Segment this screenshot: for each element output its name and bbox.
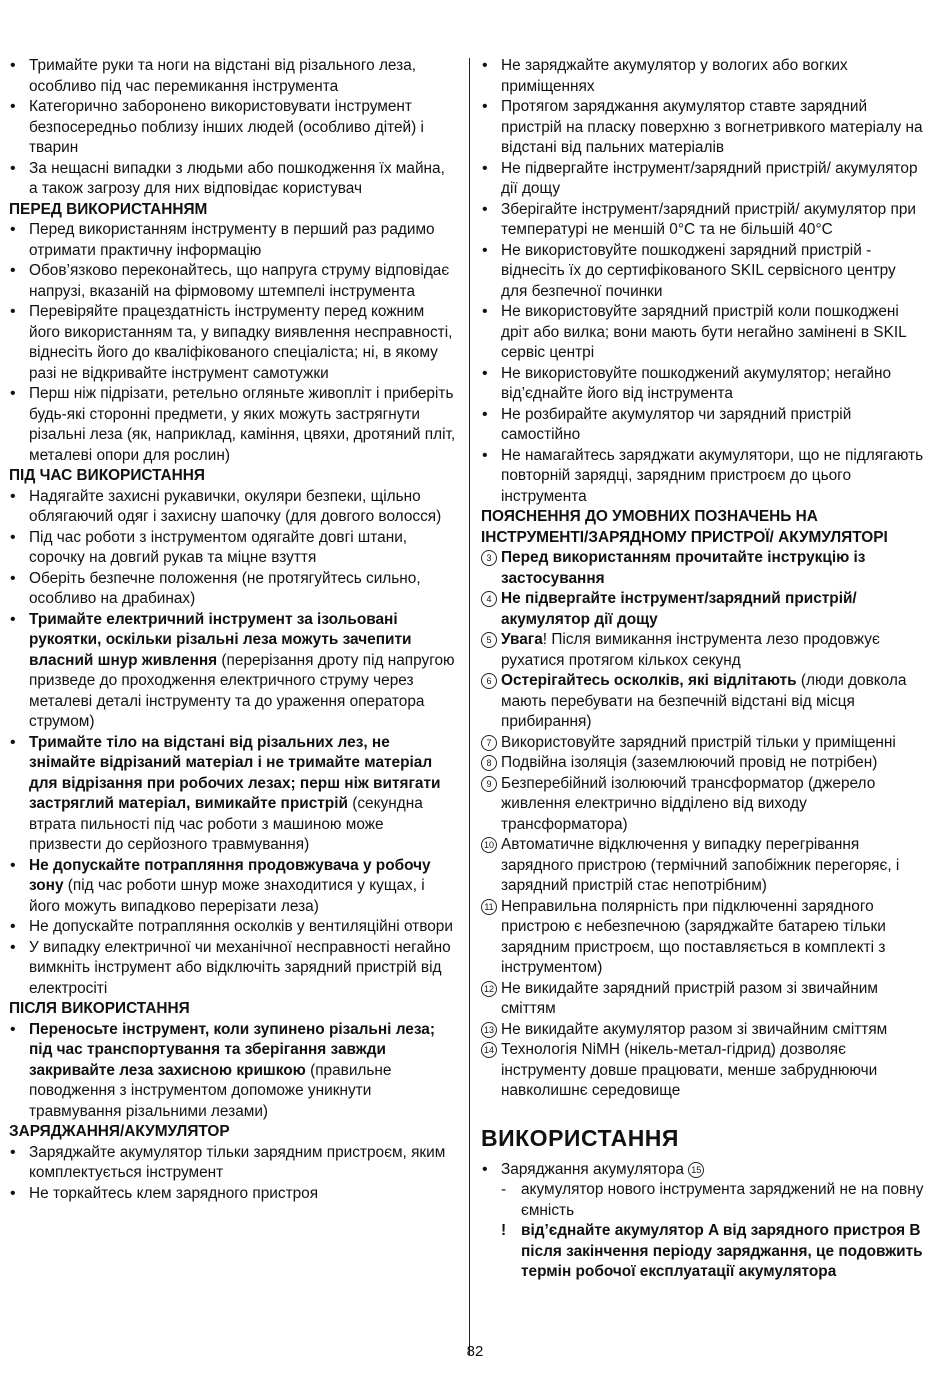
list-item: • Не підвергайте інструмент/зарядний пристрій/ акумулятор дії дощу	[481, 159, 926, 200]
section-heading-during-use: ПІД ЧАС ВИКОРИСТАННЯ	[9, 467, 205, 484]
body-text: Не викидайте зарядний пристрій разом зі звичайним сміттям	[501, 979, 878, 1017]
list-item: • Заряджайте акумулятор тільки зарядним пристроєм, яким комплектується інструмент	[9, 1143, 457, 1184]
list-item: • Не намагайтесь заряджати акумулятори, що не підлягають повторній зарядці, зарядним пристроєм до цього інструмента	[481, 446, 926, 508]
symbol-item	[481, 835, 926, 897]
section-heading-usage: ВИКОРИСТАННЯ	[481, 1124, 679, 1151]
circled-number: 6	[481, 673, 497, 689]
list-item: • Перевіряйте працездатність інструменту перед кожним його використанням та, у випадку виявлення несправності, віднесіть його до кваліфікованого спеціаліста; ні, в якому разі не відкривайте інструмент самотужки	[9, 302, 457, 384]
symbol-item	[481, 733, 926, 754]
left-column	[9, 56, 457, 1204]
symbol-item	[481, 979, 926, 1020]
list-item: • За нещасні випадки з людьми або пошкодження їх майна, а також загрозу для них відповідає користувач	[9, 159, 457, 200]
body-text: Технологія NiMH (нікель-метал-гідрид) дозволяє інструменту довше працювати, менше забруднюючи навколишнє середовище	[501, 1041, 878, 1099]
symbol-item	[481, 630, 926, 671]
body-text: ! Після вимикання інструмента лезо продовжує рухатися протягом кількох секунд	[501, 631, 880, 669]
list-item: • Категорично заборонено використовувати інструмент безпосередньо поблизу інших людей (особливо дітей) і тварин	[9, 97, 457, 159]
list-item: • Оберіть безпечне положення (не протягуйтесь сильно, особливо на драбинах)	[9, 569, 457, 610]
bold-text: Не підвергайте інструмент/зарядний пристрій/ акумулятор дії дощу	[501, 590, 857, 628]
circled-number: 15	[688, 1162, 704, 1178]
list-item: • Не використовуйте пошкоджений акумулятор; негайно від’єднайте його від інструмента	[481, 364, 926, 405]
list-item: • Не торкайтесь клем зарядного пристроя	[9, 1184, 457, 1205]
list-item: • Під час роботи з інструментом одягайте довгі штани, сорочку на довгий рукав та міцне взуття	[9, 528, 457, 569]
body-text: Подвійна ізоляція (заземлюючий провід не потрібен)	[501, 754, 878, 771]
symbol-item	[481, 1020, 926, 1041]
section-heading-symbols: ПОЯСНЕННЯ ДО УМОВНИХ ПОЗНАЧЕНЬ НА ІНСТРУМЕНТІ/ЗАРЯДНОМУ ПРИСТРОЇ/ АКУМУЛЯТОРІ	[481, 508, 888, 546]
circled-number: 8	[481, 755, 497, 771]
list-item: • Перед використанням інструменту в перший раз радимо отримати практичну інформацію	[9, 220, 457, 261]
list-item: • Надягайте захисні рукавички, окуляри безпеки, щільно облягаючий одяг і захисну шапочку (для довгого волосся)	[9, 487, 457, 528]
body-text: Безперебійний ізолюючий трансформатор (джерело живлення електрично відділено від виходу трансформатора)	[501, 774, 876, 833]
list-item: • У випадку електричної чи механічної несправності негайно вимкніть інструмент або відключіть зарядний пристрій від електросіті	[9, 938, 457, 1000]
circled-number: 13	[481, 1022, 497, 1038]
circled-number: 10	[481, 837, 497, 853]
list-item	[9, 856, 457, 918]
list-item: • Зберігайте інструмент/зарядний пристрій/ акумулятор при температурі не меншій 0°C та не більшій 40°C	[481, 200, 926, 241]
symbol-item	[481, 548, 926, 589]
circled-number: 11	[481, 899, 497, 915]
body-text: (правильне поводження з інструментом допоможе уникнути травмування різальними лезами)	[29, 1061, 392, 1120]
bold-text: Остерігайтесь осколків, які відлітають	[501, 672, 797, 689]
list-item: • Обов’язково переконайтесь, що напруга струму відповідає напрузі, вказаній на фірмовому штемпелі інструмента	[9, 261, 457, 302]
warning-item: ! від’єднайте акумулятор A від зарядного пристроя B після закінчення періоду заряджання, це подовжить термін робочої експлуатації акумулятора	[481, 1221, 926, 1283]
bold-text: Тримайте тіло на відстані від різальних лез, не знімайте відрізаний матеріал і не тримайте матеріал для відрізання при робочих лезах; перш ніж витягати застряглий матеріал, вимикайте пристрій	[29, 733, 441, 812]
list-item: • Не використовуйте зарядний пристрій коли пошкоджені дріт або вилка; вони мають бути негайно замінені в SKIL сервіс центрі	[481, 302, 926, 364]
dash-item: - акумулятор нового інструмента заряджений не на повну ємність	[481, 1180, 926, 1221]
circled-number: 3	[481, 550, 497, 566]
circled-number: 12	[481, 981, 497, 997]
list-item	[9, 610, 457, 733]
body-text: (люди довкола мають перебувати на безпечній відстані від місця прибирання)	[501, 672, 907, 730]
list-item: • Тримайте руки та ноги на відстані від різального леза, особливо під час перемикання інструмента	[9, 56, 457, 97]
body-text: Автоматичне відключення у випадку перегрівання зарядного пристрою (термічний запобіжник перегоряє, і зарядний пристрій стає непотрібним)	[501, 836, 900, 894]
right-column	[481, 56, 926, 1283]
body-text: Не викидайте акумулятор разом зі звичайним сміттям	[501, 1020, 888, 1038]
body-text: Неправильна полярність при підключенні зарядного пристрою є небезпечною (заряджайте батарею тільки зарядним пристроєм, що поставляється в комплекті з інструментом)	[501, 897, 886, 976]
list-item: • Не використовуйте пошкоджені зарядний пристрій - віднесіть їх до сертифікованого SKIL сервісного центру для безпечної починки	[481, 241, 926, 303]
bold-text: Увага	[501, 631, 543, 648]
circled-number: 4	[481, 591, 497, 607]
list-item: • Не заряджайте акумулятор у вологих або вогких приміщеннях	[481, 56, 926, 97]
bold-text: Тримайте електричний інструмент за ізольовані рукоятки, оскільки різальні леза можуть зачепити власний шнур живлення	[29, 610, 412, 669]
circled-number: 5	[481, 632, 497, 648]
circled-number: 14	[481, 1042, 497, 1058]
bold-text: Не допускайте потрапляння продовжувача у робочу зону	[29, 856, 431, 894]
symbol-item	[481, 671, 926, 733]
body-text: (під час роботи шнур може знаходитися у кущах, і його можуть випадково перерізати леза)	[29, 877, 425, 915]
body-text: Заряджання акумулятора	[501, 1160, 684, 1178]
list-item: • Не допускайте потрапляння осколків у вентиляційні отвори	[9, 917, 457, 938]
list-item	[9, 733, 457, 856]
list-item: • Протягом заряджання акумулятор ставте зарядний пристрій на пласку поверхню з вогнетривкого матеріалу на відстані від пальних матеріалів	[481, 97, 926, 159]
symbol-item	[481, 589, 926, 630]
body-text: (секундна втрата пильності під час роботи з машиною може призвести до серйозного травмування)	[29, 795, 423, 853]
list-item: • Перш ніж підрізати, ретельно огляньте живопліт і приберіть будь-які сторонні предмети, у яких можуть застрягнути різальні леза (як, наприклад, каміння, цвяхи, дротяний пліт, металеві опори для рослин)	[9, 384, 457, 466]
symbol-item	[481, 774, 926, 836]
section-heading-after-use: ПІСЛЯ ВИКОРИСТАННЯ	[9, 1000, 190, 1017]
symbol-item	[481, 753, 926, 774]
section-heading-before-use: ПЕРЕД ВИКОРИСТАННЯМ	[9, 200, 208, 218]
page-number: 82	[466, 1343, 484, 1360]
circled-number: 9	[481, 776, 497, 792]
section-heading-charging: ЗАРЯДЖАННЯ/АКУМУЛЯТОР	[9, 1123, 230, 1140]
body-text: Використовуйте зарядний пристрій тільки у приміщенні	[501, 733, 896, 751]
bold-text: Перед використанням прочитайте інструкцію із застосування	[501, 549, 866, 587]
symbol-item	[481, 1040, 926, 1102]
column-divider	[469, 58, 470, 1355]
bold-text: Переносьте інструмент, коли зупинено різальні леза; під час транспортування та зберігання завжди закривайте леза захисною кришкою	[29, 1020, 435, 1079]
list-item	[9, 1020, 457, 1123]
circled-number: 7	[481, 735, 497, 751]
list-item	[481, 1160, 926, 1181]
symbol-item	[481, 897, 926, 979]
list-item: • Не розбирайте акумулятор чи зарядний пристрій самостійно	[481, 405, 926, 446]
body-text: (перерізання дроту під напругою призведе до проходження електричного струму через металеві деталі інструменту та до ураження оператора струмом)	[29, 651, 455, 730]
